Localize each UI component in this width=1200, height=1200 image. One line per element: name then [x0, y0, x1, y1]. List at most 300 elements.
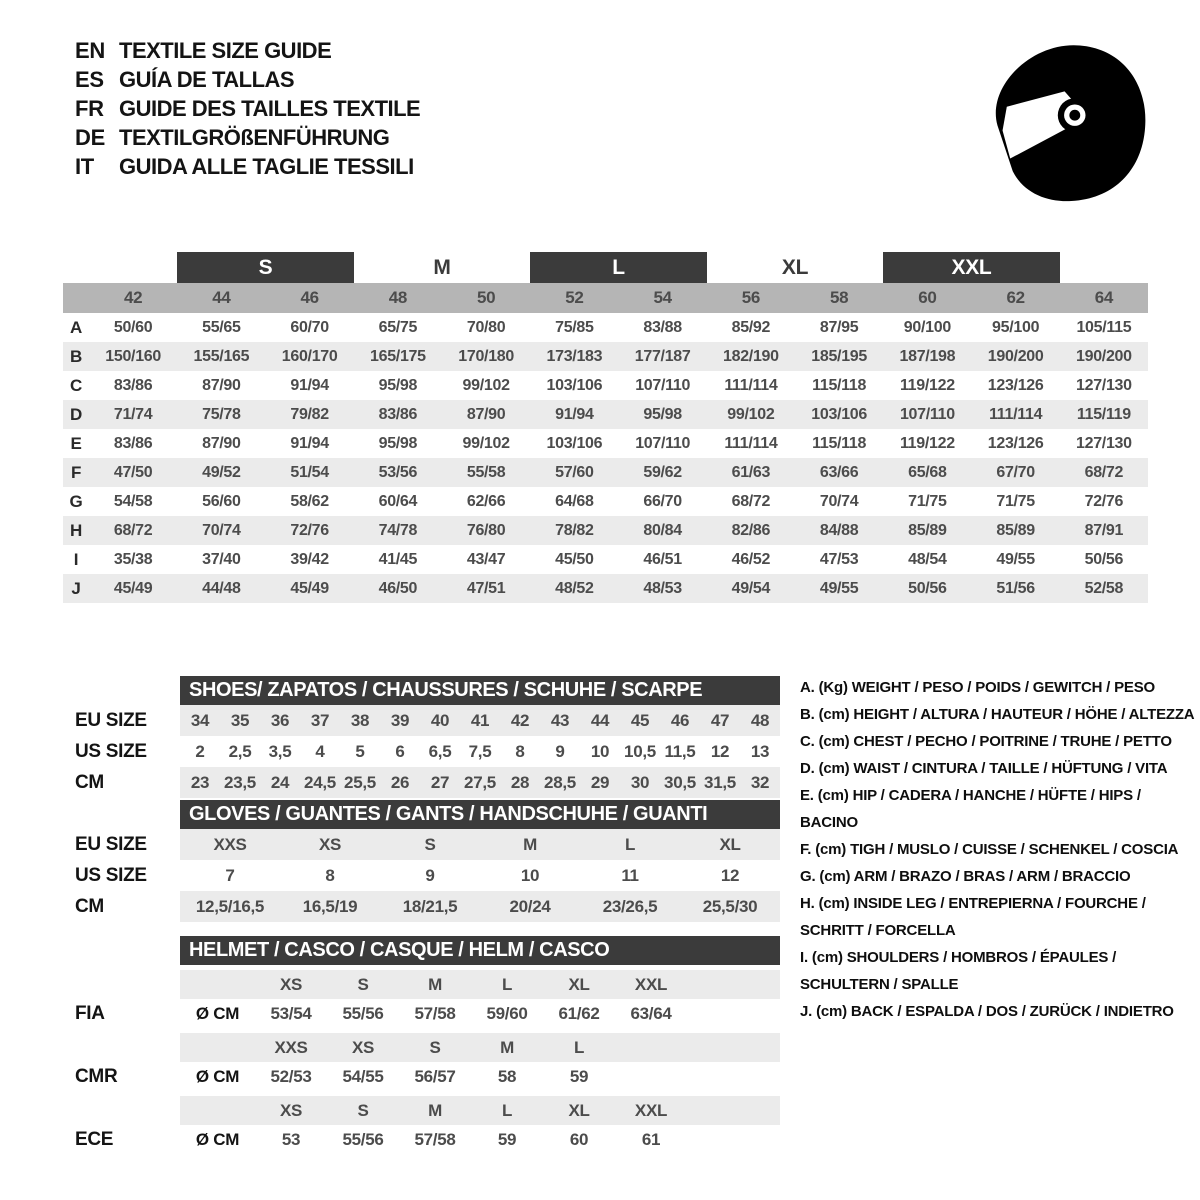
legend-item: A. (Kg) WEIGHT / PESO / POIDS / GEWITCH / PESO — [800, 679, 1155, 696]
helmet-values-row — [63, 1062, 780, 1091]
size-cell: 51/56 — [996, 579, 1035, 597]
size-cell: 72/76 — [1084, 492, 1124, 510]
size-row-b — [63, 342, 1148, 371]
size-column-header: 62 — [1006, 288, 1025, 307]
size-cell: 54/58 — [113, 492, 153, 510]
size-cell: 115/118 — [812, 376, 867, 394]
value-cell: M — [523, 834, 537, 854]
row-values — [180, 705, 780, 736]
value-cell: 4 — [315, 741, 325, 761]
helmet-sizes-row — [63, 1033, 780, 1062]
gloves-row — [63, 829, 780, 860]
size-cell: 177/187 — [634, 347, 691, 365]
value-cell: 10 — [520, 865, 540, 885]
gloves-rows — [63, 829, 780, 922]
numeric-size-header-row — [63, 283, 1148, 313]
value-cell: 37 — [310, 710, 330, 730]
value-cell: 28,5 — [544, 772, 576, 792]
guide-title: GUÍA DE TALLAS — [119, 66, 295, 92]
row-key: G — [69, 491, 83, 511]
size-cell: 71/75 — [908, 492, 947, 510]
size-cell: 41/45 — [378, 550, 418, 568]
size-cell: 48/52 — [555, 579, 594, 597]
value-cell: 44 — [590, 710, 610, 730]
value-cell: 31,5 — [704, 772, 736, 792]
helmet-sizes-row — [63, 970, 780, 999]
size-cell: 65/68 — [908, 463, 947, 481]
size-cell: 68/72 — [113, 521, 153, 539]
size-column-header: 60 — [918, 288, 937, 307]
value-cell: 23/26,5 — [602, 896, 658, 916]
value-cell: 43 — [550, 710, 570, 730]
size-cell: 95/100 — [992, 318, 1040, 336]
size-column-header: 58 — [829, 288, 849, 307]
size-cell: 70/80 — [466, 318, 506, 336]
shoes-title: SHOES/ ZAPATOS / CHAUSSURES / SCHUHE / SCARPE — [189, 679, 703, 701]
size-cell: 64/68 — [555, 492, 594, 510]
value-cell: 7,5 — [468, 741, 492, 761]
language-row — [75, 94, 420, 123]
size-cell: 123/126 — [987, 376, 1044, 394]
size-cell: 83/86 — [113, 434, 153, 452]
size-cell: 103/106 — [811, 405, 867, 423]
helmet-value-cell: 56/57 — [414, 1066, 456, 1086]
size-cell: 57/60 — [555, 463, 594, 481]
size-cell: 44/48 — [202, 579, 241, 597]
row-key: B — [70, 346, 82, 366]
size-cell: 170/180 — [458, 347, 514, 365]
size-column-header: 44 — [212, 288, 231, 307]
size-cell: 50/60 — [113, 318, 153, 336]
size-cell: 87/90 — [202, 434, 241, 452]
size-row-h — [63, 516, 1148, 545]
size-cell: 105/115 — [1076, 318, 1132, 336]
size-cell: 48/53 — [643, 579, 682, 597]
size-cell: 60/64 — [378, 492, 418, 510]
value-cell: 20/24 — [509, 896, 551, 916]
helmet-value-cell: 57/58 — [414, 1003, 456, 1023]
value-cell: 7 — [225, 865, 235, 885]
size-cell: 39/42 — [290, 550, 329, 568]
size-cell: 47/53 — [819, 550, 859, 568]
size-cell: 85/92 — [731, 318, 771, 336]
value-cell: 29 — [590, 772, 610, 792]
value-cell: 27 — [430, 772, 450, 792]
row-label: US SIZE — [75, 864, 147, 886]
helmet-size-header: XS — [279, 1100, 303, 1120]
size-cell: 52/58 — [1084, 579, 1124, 597]
legend-item: F. (cm) TIGH / MUSLO / CUISSE / SCHENKEL / COSCIA — [800, 841, 1179, 858]
size-cell: 71/75 — [996, 492, 1035, 510]
size-cell: 90/100 — [903, 318, 951, 336]
value-cell: 24,5 — [304, 772, 336, 792]
language-row — [75, 123, 420, 152]
value-cell: 9 — [555, 741, 565, 761]
helmet-value-cell: 60 — [569, 1129, 589, 1149]
size-cell: 123/126 — [987, 434, 1044, 452]
size-cell: 43/47 — [466, 550, 506, 568]
value-cell: 13 — [750, 741, 770, 761]
value-cell: 25,5 — [344, 772, 376, 792]
row-label — [63, 1096, 180, 1125]
helmet-title: HELMET / CASCO / CASQUE / HELM / CASCO — [189, 939, 610, 961]
value-cell: 26 — [390, 772, 410, 792]
size-cell: 127/130 — [1076, 434, 1132, 452]
size-cell: 55/65 — [202, 318, 241, 336]
legend-item: E. (cm) HIP / CADERA / HANCHE / HÜFTE / HIPS / BACINO — [800, 787, 1141, 831]
helmet-size-header: XL — [568, 974, 590, 994]
size-cell: 111/114 — [724, 376, 778, 394]
row-key: A — [70, 317, 82, 337]
size-cell: 115/119 — [1076, 405, 1131, 423]
size-cell: 185/195 — [811, 347, 867, 365]
helmet-values — [180, 1062, 780, 1091]
size-cell: 115/118 — [812, 434, 867, 452]
value-cell: XXS — [213, 834, 247, 854]
size-column-header: 46 — [300, 288, 319, 307]
size-cell: 56/60 — [202, 492, 241, 510]
helmet-size-header: S — [357, 974, 369, 994]
diameter-unit: Ø CM — [195, 1003, 240, 1023]
row-values — [180, 860, 780, 891]
value-cell: 30 — [630, 772, 650, 792]
value-cell: 48 — [750, 710, 770, 730]
value-cell: 9 — [425, 865, 435, 885]
size-cell: 60/70 — [290, 318, 329, 336]
helmet-size-header: L — [501, 1100, 513, 1120]
size-cell: 49/55 — [819, 579, 859, 597]
value-cell: 47 — [710, 710, 730, 730]
value-cell: 6 — [395, 741, 405, 761]
size-column-header: 56 — [741, 288, 761, 307]
helmet-size-header: XXS — [274, 1037, 308, 1057]
helmet-value-cell: 55/56 — [342, 1003, 384, 1023]
size-cell: 46/51 — [643, 550, 682, 568]
size-group-header-row — [63, 252, 1148, 283]
guide-title: GUIDE DES TAILLES TEXTILE — [119, 95, 421, 121]
size-cell: 79/82 — [290, 405, 329, 423]
size-cell: 51/54 — [290, 463, 329, 481]
helmet-rows — [63, 970, 780, 1154]
value-cell: 24 — [270, 772, 290, 792]
size-cell: 74/78 — [378, 521, 418, 539]
size-cell: 49/55 — [996, 550, 1035, 568]
value-cell: 46 — [670, 710, 690, 730]
helmet-values-row — [63, 1125, 780, 1154]
language-code: DE — [75, 124, 105, 150]
legend-item: B. (cm) HEIGHT / ALTURA / HAUTEUR / HÖHE / ALTEZZA — [800, 706, 1195, 723]
helmet-size-header: XS — [351, 1037, 375, 1057]
helmet-size-header: S — [357, 1100, 369, 1120]
value-cell: 42 — [510, 710, 530, 730]
size-cell: 68/72 — [1084, 463, 1124, 481]
size-cell: 150/160 — [105, 347, 161, 365]
size-cell: 80/84 — [643, 521, 682, 539]
language-code: IT — [75, 153, 94, 179]
helmet-size-table — [63, 936, 780, 1154]
size-row-c — [63, 371, 1148, 400]
size-cell: 49/52 — [202, 463, 241, 481]
size-cell: 50/56 — [908, 579, 947, 597]
value-cell: 28 — [510, 772, 530, 792]
size-cell: 155/165 — [193, 347, 250, 365]
measurement-legend — [800, 674, 1198, 1025]
size-cell: 37/40 — [202, 550, 241, 568]
size-cell: 46/52 — [731, 550, 771, 568]
size-cell: 83/86 — [378, 405, 418, 423]
shoes-row — [63, 705, 780, 736]
gloves-row — [63, 860, 780, 891]
size-cell: 99/102 — [462, 434, 510, 452]
diameter-unit: Ø CM — [195, 1129, 240, 1149]
certification-label: CMR — [75, 1065, 118, 1087]
size-cell: 107/110 — [899, 405, 955, 423]
size-cell: 45/50 — [555, 550, 594, 568]
size-column-header: 48 — [388, 288, 408, 307]
diameter-unit: Ø CM — [195, 1066, 240, 1086]
value-cell: 12 — [720, 865, 740, 885]
shoes-row — [63, 767, 780, 798]
size-cell: 85/89 — [908, 521, 947, 539]
value-cell: 41 — [470, 710, 490, 730]
size-row-a — [63, 313, 1148, 342]
helmet-value-cell: 53 — [281, 1129, 301, 1149]
size-cell: 70/74 — [202, 521, 241, 539]
helmet-value-cell: 53/54 — [270, 1003, 312, 1023]
row-label: CM — [75, 771, 104, 793]
size-cell: 75/78 — [202, 405, 241, 423]
guide-title: TEXTILGRÖßENFÜHRUNG — [119, 124, 390, 150]
size-cell: 87/95 — [819, 318, 859, 336]
legend-item: C. (cm) CHEST / PECHO / POITRINE / TRUHE / PETTO — [800, 733, 1172, 750]
size-cell: 103/106 — [546, 376, 603, 394]
legend-item: G. (cm) ARM / BRAZO / BRAS / ARM / BRACCIO — [800, 868, 1131, 885]
size-cell: 46/50 — [378, 579, 418, 597]
helmet-title-bar — [180, 936, 780, 965]
value-cell: 25,5/30 — [702, 896, 758, 916]
size-cell: 187/198 — [899, 347, 956, 365]
size-row-f — [63, 458, 1148, 487]
gloves-row — [63, 891, 780, 922]
size-cell: 119/122 — [899, 376, 955, 394]
value-cell: 35 — [230, 710, 250, 730]
size-group-s: S — [177, 252, 354, 283]
size-cell: 55/58 — [466, 463, 506, 481]
size-cell: 107/110 — [635, 434, 691, 452]
size-cell: 66/70 — [643, 492, 682, 510]
size-cell: 83/86 — [113, 376, 153, 394]
guide-title: TEXTILE SIZE GUIDE — [119, 37, 332, 63]
size-cell: 68/72 — [731, 492, 771, 510]
helmet-size-header: XXL — [634, 974, 668, 994]
size-cell: 160/170 — [281, 347, 338, 365]
shoes-size-table — [63, 676, 780, 798]
value-cell: 2,5 — [228, 741, 252, 761]
language-row — [75, 152, 420, 181]
row-key: E — [70, 433, 82, 453]
size-cell: 95/98 — [378, 434, 418, 452]
size-cell: 49/54 — [731, 579, 771, 597]
size-cell: 103/106 — [546, 434, 603, 452]
value-cell: 10 — [590, 741, 610, 761]
helmet-value-cell: 59/60 — [486, 1003, 528, 1023]
language-code: EN — [75, 37, 105, 63]
value-cell: XL — [719, 834, 741, 854]
size-cell: 182/190 — [723, 347, 779, 365]
certification-label: ECE — [75, 1128, 114, 1150]
language-code: FR — [75, 95, 104, 121]
helmet-sizes — [180, 970, 780, 999]
size-row-e — [63, 429, 1148, 458]
size-group-xl: XL — [781, 255, 809, 279]
helmet-size-header: L — [573, 1037, 585, 1057]
row-label — [63, 1033, 180, 1062]
helmet-values — [180, 1125, 780, 1154]
size-cell: 99/102 — [462, 376, 510, 394]
size-cell: 75/85 — [555, 318, 594, 336]
value-cell: 8 — [325, 865, 335, 885]
row-key: D — [70, 404, 82, 424]
value-cell: 5 — [355, 741, 365, 761]
size-cell: 45/49 — [290, 579, 329, 597]
size-cell: 45/49 — [113, 579, 153, 597]
legend-item: H. (cm) INSIDE LEG / ENTREPIERNA / FOURCHE / SCHRITT / FORCELLA — [800, 895, 1146, 939]
value-cell: 40 — [430, 710, 450, 730]
row-values — [180, 829, 780, 860]
language-code: ES — [75, 66, 104, 92]
size-cell: 47/50 — [113, 463, 153, 481]
row-label — [63, 970, 180, 999]
row-key: H — [70, 520, 82, 540]
helmet-size-header: L — [501, 974, 513, 994]
size-column-header: 54 — [653, 288, 672, 307]
row-label: US SIZE — [75, 740, 147, 762]
row-label: EU SIZE — [75, 709, 147, 731]
size-column-header: 50 — [476, 288, 496, 307]
size-cell: 63/66 — [819, 463, 859, 481]
value-cell: 16,5/19 — [302, 896, 358, 916]
size-cell: 65/75 — [378, 318, 418, 336]
helmet-sizes — [180, 1033, 780, 1062]
legend-item: J. (cm) BACK / ESPALDA / DOS / ZURÜCK / INDIETRO — [800, 1003, 1174, 1020]
legend-item: I. (cm) SHOULDERS / HOMBROS / ÉPAULES / SCHULTERN / SPALLE — [800, 949, 1117, 993]
helmet-value-cell: 61/62 — [558, 1003, 600, 1023]
value-cell: 12,5/16,5 — [195, 896, 265, 916]
row-key: F — [70, 462, 82, 482]
certification-label: FIA — [75, 1002, 105, 1024]
value-cell: 18/21,5 — [402, 896, 458, 916]
helmet-value-cell: 63/64 — [630, 1003, 672, 1023]
shoes-rows — [63, 705, 780, 798]
row-label: CM — [75, 895, 104, 917]
size-cell: 91/94 — [555, 405, 594, 423]
value-cell: 6,5 — [428, 741, 452, 761]
helmet-value-cell: 59 — [497, 1129, 517, 1149]
value-cell: 34 — [190, 710, 210, 730]
gloves-title: GLOVES / GUANTES / GANTS / HANDSCHUHE / GUANTI — [189, 803, 708, 825]
size-cell: 99/102 — [727, 405, 775, 423]
size-cell: 91/94 — [290, 434, 329, 452]
helmet-size-header: M — [500, 1037, 514, 1057]
row-label: EU SIZE — [75, 833, 147, 855]
value-cell: 45 — [630, 710, 650, 730]
value-cell: 23,5 — [224, 772, 256, 792]
row-values — [180, 891, 780, 922]
helmet-values-row — [63, 999, 780, 1028]
size-cell: 71/74 — [113, 405, 153, 423]
shoes-row — [63, 736, 780, 767]
size-column-header: 52 — [565, 288, 584, 307]
size-cell: 58/62 — [290, 492, 329, 510]
helmet-size-header: S — [429, 1037, 441, 1057]
size-cell: 61/63 — [731, 463, 771, 481]
size-cell: 111/114 — [989, 405, 1043, 423]
value-cell: 39 — [390, 710, 410, 730]
size-row-j — [63, 574, 1148, 603]
helmet-size-header: M — [428, 974, 442, 994]
size-group-l: L — [530, 252, 707, 283]
size-cell: 173/183 — [546, 347, 603, 365]
size-cell: 87/90 — [466, 405, 506, 423]
size-cell: 85/89 — [996, 521, 1035, 539]
size-cell: 165/175 — [370, 347, 426, 365]
value-cell: 8 — [515, 741, 525, 761]
value-cell: 12 — [710, 741, 730, 761]
value-cell: S — [424, 834, 436, 854]
helmet-value-cell: 61 — [641, 1129, 661, 1149]
size-cell: 59/62 — [643, 463, 682, 481]
row-values — [180, 767, 780, 798]
size-cell: 107/110 — [635, 376, 691, 394]
value-cell: L — [624, 834, 636, 854]
value-cell: XS — [318, 834, 342, 854]
racing-helmet-icon — [983, 34, 1153, 210]
size-cell: 84/88 — [819, 521, 859, 539]
helmet-size-header: XS — [279, 974, 303, 994]
helmet-value-cell: 55/56 — [342, 1129, 384, 1149]
size-row-d — [63, 400, 1148, 429]
gloves-size-table — [63, 800, 780, 922]
size-cell: 190/200 — [987, 347, 1044, 365]
size-column-header: 42 — [123, 288, 143, 307]
size-row-g — [63, 487, 1148, 516]
size-group-m: M — [433, 255, 451, 279]
gloves-title-bar — [180, 800, 780, 829]
size-column-header: 64 — [1094, 288, 1114, 307]
value-cell: 11 — [621, 865, 639, 885]
size-cell: 76/80 — [466, 521, 506, 539]
size-cell: 127/130 — [1076, 376, 1132, 394]
value-cell: 32 — [750, 772, 770, 792]
value-cell: 36 — [270, 710, 290, 730]
row-key: J — [71, 578, 81, 598]
apparel-size-table — [63, 252, 1148, 603]
language-row — [75, 65, 420, 94]
value-cell: 30,5 — [664, 772, 696, 792]
value-cell: 2 — [195, 741, 205, 761]
shoes-title-bar — [180, 676, 780, 705]
size-cell: 95/98 — [378, 376, 418, 394]
legend-item: D. (cm) WAIST / CINTURA / TAILLE / HÜFTUNG / VITA — [800, 760, 1168, 777]
language-title-list — [75, 36, 420, 181]
value-cell: 11,5 — [664, 741, 696, 761]
size-cell: 50/56 — [1084, 550, 1124, 568]
helmet-value-cell: 52/53 — [270, 1066, 312, 1086]
helmet-value-cell: 54/55 — [342, 1066, 384, 1086]
helmet-values — [180, 999, 780, 1028]
row-key: I — [73, 549, 79, 569]
size-cell: 72/76 — [290, 521, 329, 539]
